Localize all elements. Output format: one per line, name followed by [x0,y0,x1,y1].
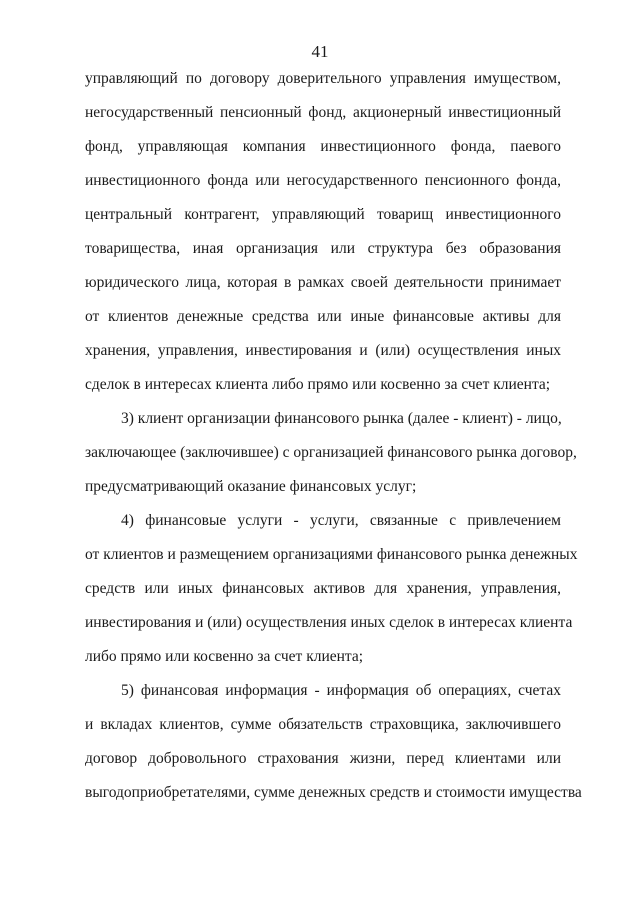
text-line: центральный контрагент, управляющий товарищ инвестиционного [85,206,561,223]
text-line: фонд, управляющая компания инвестиционного фонда, паевого [85,138,561,155]
text-line: хранения, управления, инвестирования и (или) осуществления иных [85,342,561,359]
text-line: от клиентов денежные средства или иные финансовые активы для [85,308,561,325]
text-line: и вкладах клиентов, сумме обязательств страховщика, заключившего [85,716,561,733]
text-line: сделок в интересах клиента либо прямо или косвенно за счет клиента; [85,376,551,393]
text-line: выгодоприобретателями, сумме денежных средств и стоимости имущества [85,784,582,801]
text-line: от клиентов и размещением организациями финансового рынка денежных [85,546,578,563]
text-line: инвестирования и (или) осуществления иных сделок в интересах клиента [85,614,573,631]
paragraph-item-5 [85,674,582,810]
text-line: 3) клиент организации финансового рынка (далее - клиент) - лицо, [121,410,562,427]
text-line: товарищества, иная организация или структура без образования [85,240,561,257]
text-line: инвестиционного фонда или негосударственного пенсионного фонда, [85,172,561,189]
text-line: либо прямо или косвенно за счет клиента; [85,648,364,665]
text-line: негосударственный пенсионный фонд, акционерный инвестиционный [85,104,561,121]
page-number: 41 [311,42,329,61]
text-line: 4) финансовые услуги - услуги, связанные с привлечением [121,512,561,529]
text-line: средств или иных финансовых активов для хранения, управления, [85,580,561,597]
document-body [85,62,582,810]
paragraph-item-3 [85,402,577,504]
text-line: предусматривающий оказание финансовых услуг; [85,478,417,495]
paragraph-continuation [85,62,561,402]
text-line: 5) финансовая информация - информация об операциях, счетах [121,682,561,699]
text-line: управляющий по договору доверительного управления имуществом, [85,70,561,87]
paragraph-item-4 [85,504,578,674]
text-line: юридического лица, которая в рамках своей деятельности принимает [85,274,561,291]
text-line: договор добровольного страхования жизни, перед клиентами или [85,750,561,767]
text-line: заключающее (заключившее) с организацией финансового рынка договор, [85,444,577,461]
